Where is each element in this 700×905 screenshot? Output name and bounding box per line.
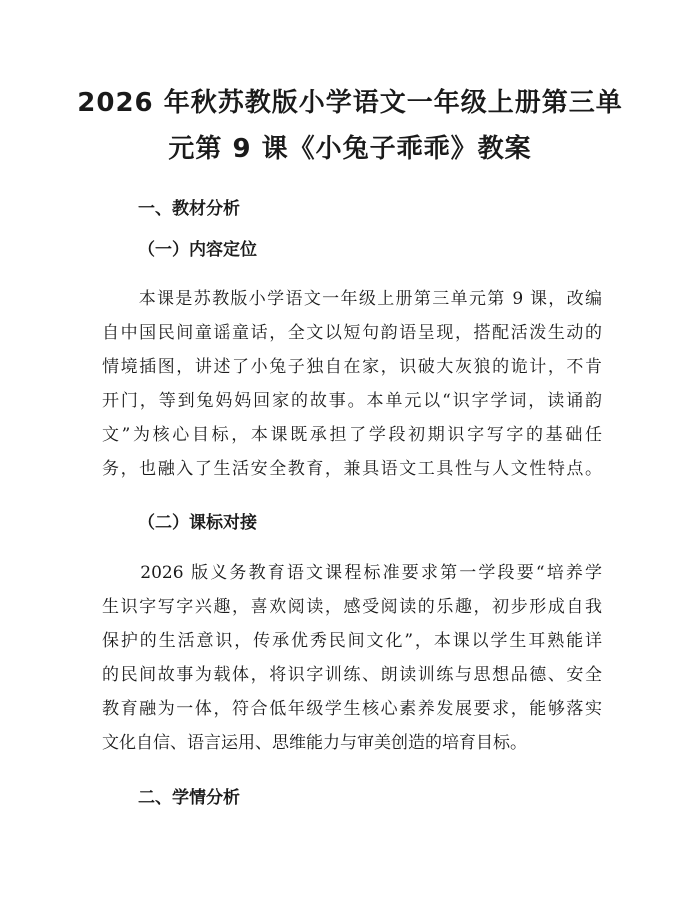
subsection-heading-curriculum-standards: （二）课标对接 [138,513,257,533]
paragraph-curriculum-standards [102,556,602,760]
paragraph-line: 情境插图，讲述了小兔子独自在家，识破大灰狼的诡计，不肯 [102,357,602,377]
paragraph-line: 本课是苏教版小学语文一年级上册第三单元第 9 课，改编 [102,289,602,309]
subsection-heading-content-positioning: （一）内容定位 [138,240,257,260]
section-heading-learner-analysis: 二、学情分析 [138,788,240,808]
paragraph-line: 生识字写字兴趣，喜欢阅读，感受阅读的乐趣，初步形成自我 [102,597,602,617]
paragraph-line: 教育融为一体，符合低年级学生核心素养发展要求，能够落实 [102,699,602,719]
document-title-line-1: 2026 年秋苏教版小学语文一年级上册第三单 [77,88,623,118]
paragraph-line: 文”为核心目标，本课既承担了学段初期识字写字的基础任 [102,425,602,445]
paragraph-line: 开门，等到兔妈妈回家的故事。本单元以“识字学词，读诵韵 [102,391,602,411]
paragraph-line: 自中国民间童谣童话，全文以短句韵语呈现，搭配活泼生动的 [102,323,602,343]
section-heading-textbook-analysis: 一、教材分析 [138,199,240,219]
paragraph-line: 的民间故事为载体，将识字训练、朗读训练与思想品德、安全 [102,665,602,685]
document-title-line-2: 元第 9 课《小兔子乖乖》教案 [168,134,532,164]
paragraph-content-positioning [102,282,602,486]
paragraph-line: 2026 版义务教育语文课程标准要求第一学段要“培养学 [102,563,602,583]
paragraph-line: 务，也融入了生活安全教育，兼具语文工具性与人文性特点。 [102,459,602,479]
paragraph-line: 文化自信、语言运用、思维能力与审美创造的培育目标。 [102,733,527,753]
paragraph-line: 保护的生活意识，传承优秀民间文化”，本课以学生耳熟能详 [102,631,602,651]
